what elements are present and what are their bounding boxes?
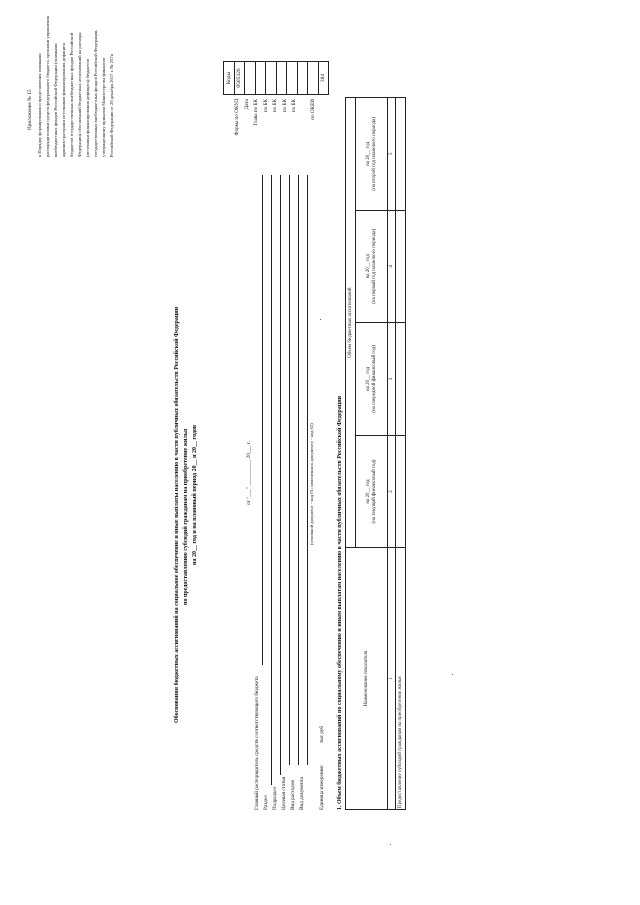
bk-label: по БК xyxy=(281,99,288,113)
appendix-line: Российской Федерации от 28 декабря 2017 г. № 257н xyxy=(109,53,114,157)
bk-code xyxy=(266,62,277,95)
field-label-gr: Главный распорядитель средств соответствующего бюджета xyxy=(254,676,260,810)
row-value xyxy=(396,435,406,548)
col-number: 2 xyxy=(388,435,396,548)
date-label: Дата xyxy=(243,99,250,110)
glava-label: Глава по БК xyxy=(253,99,259,126)
okud-label: Форма по ОКУД xyxy=(234,99,240,136)
appendix-title: Приложение № 15 xyxy=(27,89,33,130)
unit-label: Единица измерения: xyxy=(319,764,325,810)
col-header xyxy=(356,435,388,548)
doc-hint: (основной документ - код 01; изменения к документу - код 02) xyxy=(309,423,314,545)
col-number: 1 xyxy=(388,548,396,810)
okei-code: 384 xyxy=(318,62,329,95)
field-label-podrazdel: Подраздел xyxy=(272,786,278,810)
bk-label: по БК xyxy=(272,99,278,113)
appendix-line: бюджетов государственных внебюджетных фондов Российской xyxy=(69,32,74,157)
bk-label: по БК xyxy=(291,99,297,113)
date-code xyxy=(245,62,256,95)
appendix-line: (источники финансирования дефицита) бюджетов xyxy=(85,58,90,157)
col-number: 4 xyxy=(388,210,396,323)
row-value xyxy=(396,98,406,211)
okei-label: по ОКЕИ xyxy=(310,99,316,120)
bk-label: по БК xyxy=(262,99,269,113)
appendix-line: утвержденному приказом Министерства финансов xyxy=(101,57,106,157)
col-year: на 20__ год xyxy=(365,479,371,504)
codes-table xyxy=(223,61,329,95)
col-header xyxy=(356,323,388,436)
row-value xyxy=(396,210,406,323)
bk-code xyxy=(287,62,298,95)
row-name: Предоставление субсидий гражданам на приобретение жилья xyxy=(396,548,406,810)
col-number: 3 xyxy=(388,323,396,436)
form-title-line2: по предоставлению субсидий гражданам на приобретение жилья xyxy=(183,428,189,605)
col-year: на 20__ год xyxy=(365,366,371,391)
appendix-line: к Порядку формирования и представления главными xyxy=(37,53,42,157)
col-header xyxy=(356,98,388,211)
codes-header: Коды xyxy=(224,62,235,95)
group-header: Объем бюджетных ассигнований xyxy=(346,98,356,548)
field-underline xyxy=(271,175,272,785)
col-note: (на текущий финансовый год) xyxy=(371,459,377,524)
form-title-line3: на 20__ год и на плановый период 20__ и 20__ годов xyxy=(192,424,198,565)
field-underline xyxy=(280,175,281,775)
section1-title: 1. Объем бюджетных ассигнований по социальному обеспечению и иным выплатам населению в части публичных обязательств Российской Федерации xyxy=(337,395,343,810)
field-underline xyxy=(289,175,290,765)
col-header xyxy=(356,210,388,323)
appendix-line: внебюджетных фондов Российской Федерации (главными xyxy=(53,43,58,157)
col-year: на 20__ год xyxy=(365,141,371,166)
scan-speck xyxy=(320,319,321,320)
unit-value: тыс руб xyxy=(319,725,325,743)
okud-code: 0505326 xyxy=(234,62,245,95)
col-year: на 20__ год xyxy=(365,254,371,279)
section1-table xyxy=(345,97,406,810)
field-underline xyxy=(262,175,263,665)
date-line: от "___" __________ 20___ г. xyxy=(246,441,252,505)
empty-code xyxy=(308,62,319,95)
field-label-vid-rashodov: Вид расходов xyxy=(290,780,296,810)
appendix-line: государственных внебюджетных фондов Российской Федерации, xyxy=(93,29,98,157)
appendix-line: распорядителями средств федерального бюджета, органами управления xyxy=(45,16,50,157)
form-title-line1: Обоснования бюджетных ассигнований на социальное обеспечение и иные выплаты населению в части публичных обязательств Российской Федерации xyxy=(174,306,180,723)
appendix-line: администраторами источников финансирования дефицита xyxy=(61,42,66,157)
bk-code xyxy=(276,62,287,95)
col-note: (на очередной финансовый год) xyxy=(371,345,377,413)
field-label-razdel: Раздел xyxy=(263,795,269,810)
row-value xyxy=(396,323,406,436)
field-underline xyxy=(307,175,308,765)
glava-code xyxy=(255,62,266,95)
col-name-header: Наименование показателя xyxy=(346,548,388,810)
scan-speck xyxy=(452,674,453,675)
scan-speck xyxy=(390,844,391,845)
appendix-line: Федерации) обоснований бюджетных ассигнований на расходы xyxy=(77,32,82,157)
col-note: (на второй год планового периода) xyxy=(371,116,377,191)
field-underline xyxy=(298,175,299,765)
table-row xyxy=(396,98,406,810)
col-number: 5 xyxy=(388,98,396,211)
field-label-tselevaya: Целевая статья xyxy=(281,776,287,810)
col-note: (на первый год планового периода) xyxy=(371,228,377,304)
field-label-vid-doc: Вид документа xyxy=(299,776,305,810)
bk-code xyxy=(297,62,308,95)
